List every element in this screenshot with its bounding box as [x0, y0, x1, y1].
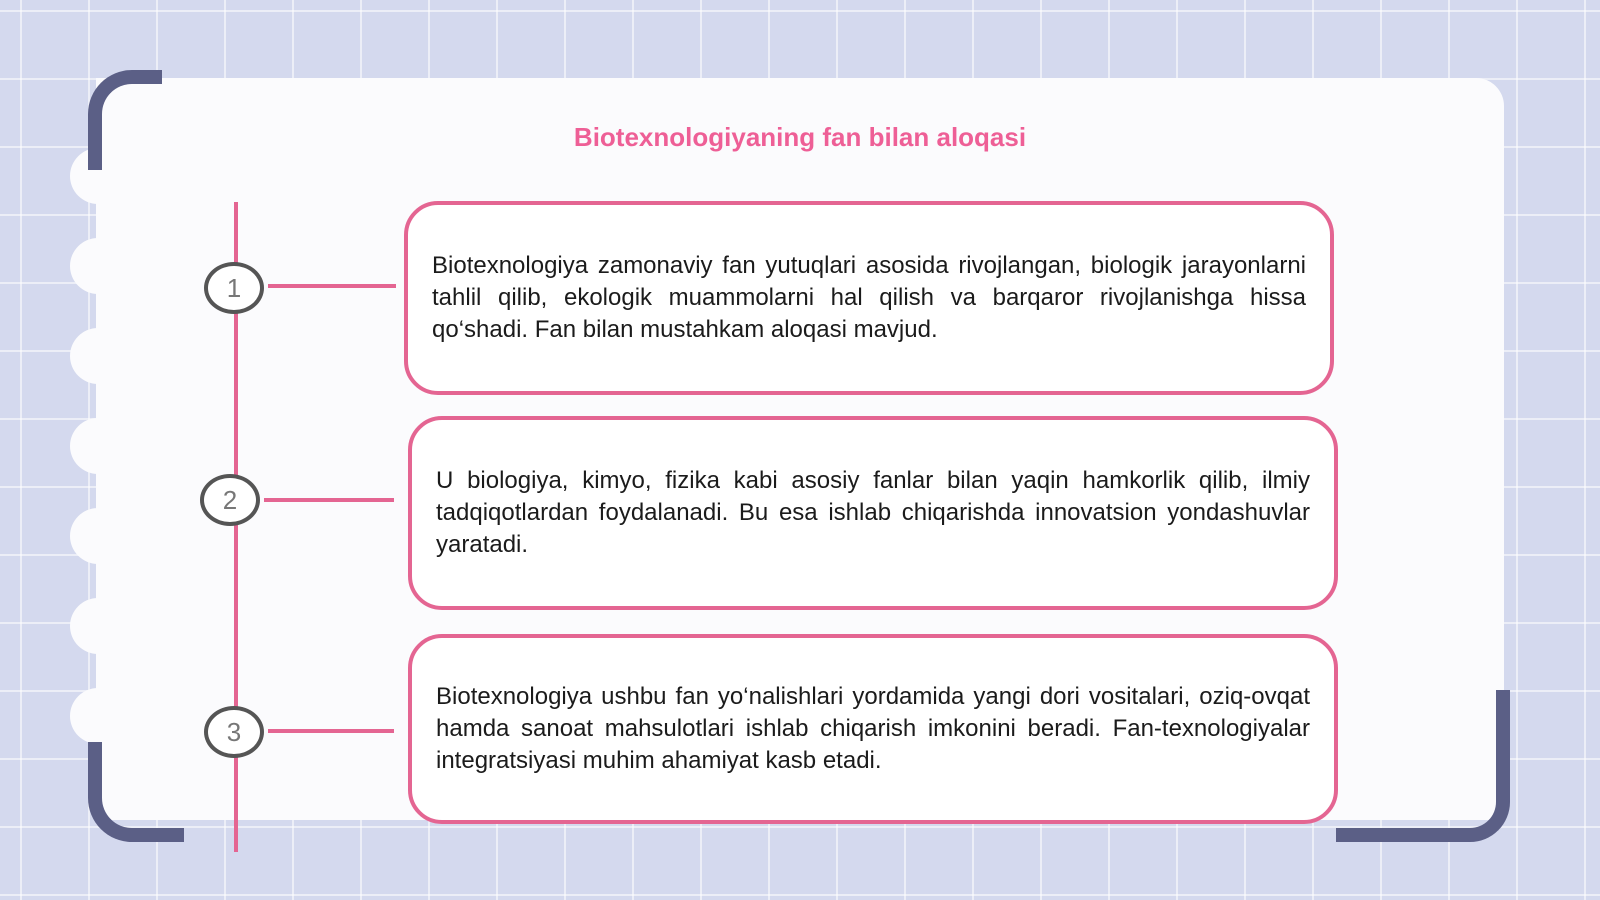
info-card-1	[404, 201, 1334, 395]
step-number-3: 3	[204, 706, 264, 758]
paper-scallop	[70, 418, 126, 474]
slide-title: Biotexnologiyaning fan bilan aloqasi	[573, 122, 1027, 152]
timeline-connector-2	[264, 498, 394, 502]
frame-corner-bottom-left	[88, 742, 184, 842]
paper-scallop	[70, 508, 126, 564]
frame-corner-top-left	[88, 70, 162, 170]
info-card-2	[408, 416, 1338, 610]
info-card-text: Biotexnologiya ushbu fan yo‘nalishlari yordamida yangi dori vositalari, oziq-ovqat hamda sanoat mahsulotlari ishlab chiqarish imkonini beradi. Fan-texnologiyalar integratsiyasi muhim ahamiyat kasb etadi.	[436, 683, 1310, 774]
paper-scallop	[70, 238, 126, 294]
timeline-connector-1	[268, 284, 396, 288]
paper-scallop	[70, 688, 126, 744]
info-card-3	[408, 634, 1338, 824]
step-number-1: 1	[204, 262, 264, 314]
step-number-2: 2	[200, 474, 260, 526]
info-card-text: Biotexnologiya zamonaviy fan yutuqlari asosida rivojlangan, biologik jarayonlarni tahlil qilib, ekologik muammolarni hal qilish va barqaror rivojlanishga hissa qo‘shadi. Fan bilan mustahkam aloqasi mavjud.	[432, 252, 1306, 343]
frame-corner-bottom-right	[1336, 690, 1510, 842]
timeline-connector-3	[268, 729, 394, 733]
paper-scallop	[70, 598, 126, 654]
info-card-text: U biologiya, kimyo, fizika kabi asosiy fanlar bilan yaqin hamkorlik qilib, ilmiy tadqiqotlardan foydalanadi. Bu esa ishlab chiqarishda innovatsion yondashuvlar yaratadi.	[436, 467, 1310, 558]
paper-scallop	[70, 328, 126, 384]
